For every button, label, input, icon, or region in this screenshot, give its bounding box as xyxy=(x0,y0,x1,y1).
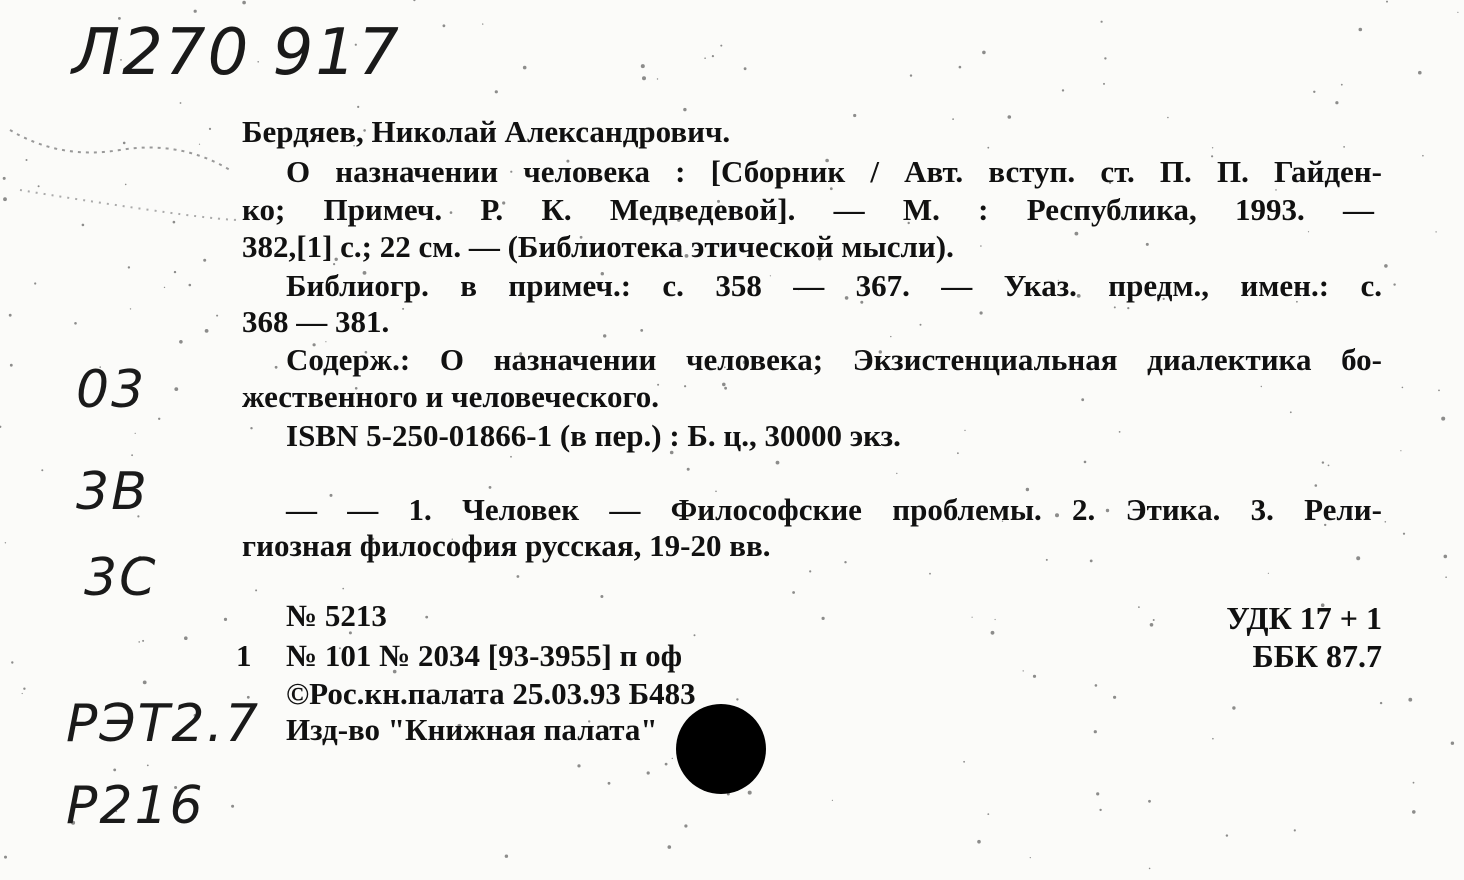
speckle-dot xyxy=(1096,792,1099,795)
speckle-dot xyxy=(82,224,85,227)
speckle-dot xyxy=(792,591,795,594)
speckle-dot xyxy=(26,159,28,161)
speckle-dot xyxy=(1103,83,1105,85)
speckle-dot xyxy=(964,430,965,431)
speckle-dot xyxy=(224,618,227,621)
speckle-dot xyxy=(1114,306,1116,308)
record-number: № 5213 xyxy=(286,598,387,633)
speckle-dot xyxy=(1418,71,1422,75)
speckle-dot xyxy=(1094,730,1097,733)
speckle-dot xyxy=(890,336,891,337)
speckle-dot xyxy=(704,57,706,59)
speckle-dot xyxy=(209,128,211,130)
udk-code: УДК 17 + 1 xyxy=(1226,600,1382,636)
speckle-dot xyxy=(952,118,954,120)
speckle-dot xyxy=(665,763,668,766)
speckle-dot xyxy=(991,631,995,635)
speckle-dot xyxy=(963,761,965,763)
speckle-dot xyxy=(1081,398,1084,401)
speckle-dot xyxy=(668,845,672,849)
speckle-dot xyxy=(1308,231,1309,232)
speckle-dot xyxy=(425,616,428,619)
handwritten-mark: Р216 xyxy=(66,776,205,836)
speckle-dot xyxy=(1445,576,1447,578)
speckle-dot xyxy=(657,78,658,79)
speckle-dot xyxy=(135,433,136,434)
speckle-dot xyxy=(1328,465,1330,467)
speckle-dot xyxy=(1359,28,1363,32)
handwritten-mark: 3С xyxy=(84,548,158,608)
record-number-prefix: 1 xyxy=(236,638,252,673)
speckle-dot xyxy=(250,427,252,429)
speckle-dot xyxy=(957,452,959,454)
speckle-dot xyxy=(180,102,182,104)
speckle-dot xyxy=(683,108,686,111)
speckle-dot xyxy=(694,634,696,636)
speckle-dot xyxy=(275,366,278,369)
description-line: О назначении человека : [Сборник / Авт. вступ. ст. П. П. Гайден- xyxy=(286,154,1382,189)
speckle-dot xyxy=(959,66,962,69)
speckle-dot xyxy=(1033,675,1036,678)
speckle-dot xyxy=(74,322,77,325)
speckle-dot xyxy=(174,271,176,273)
speckle-dot xyxy=(0,426,1,428)
speckle-dot xyxy=(174,387,178,391)
speckle-dot xyxy=(1315,484,1318,487)
speckle-dot xyxy=(1341,84,1343,86)
speckle-dot xyxy=(142,640,144,642)
speckle-dot xyxy=(724,387,727,390)
speckle-dot xyxy=(357,106,359,108)
speckle-dot xyxy=(995,619,996,620)
speckle-dot xyxy=(164,287,165,288)
speckle-dot xyxy=(22,693,23,694)
speckle-dot xyxy=(1095,684,1098,687)
speckle-dot xyxy=(1090,560,1093,563)
speckle-dot xyxy=(920,324,922,326)
speckle-dot xyxy=(1075,232,1079,236)
bbk-code: ББК 87.7 xyxy=(1252,638,1382,674)
speckle-dot xyxy=(4,856,7,859)
speckle-dot xyxy=(1104,57,1106,59)
speckle-dot xyxy=(603,334,606,337)
speckle-dot xyxy=(987,147,989,149)
speckle-dot xyxy=(505,855,508,858)
speckle-dot xyxy=(1384,264,1388,268)
speckle-dot xyxy=(744,67,747,70)
speckle-dot xyxy=(980,245,982,247)
speckle-dot xyxy=(608,782,611,785)
speckle-dot xyxy=(1335,101,1338,104)
speckle-dot xyxy=(11,661,13,663)
speckle-dot xyxy=(3,177,6,180)
speckle-dot xyxy=(128,266,130,268)
speckle-dot xyxy=(1451,742,1454,745)
speckle-dot xyxy=(600,595,603,598)
speckle-dot xyxy=(1127,307,1129,309)
speckle-dot xyxy=(131,454,133,456)
speckle-dot xyxy=(822,617,825,620)
speckle-dot xyxy=(123,142,126,145)
speckle-dot xyxy=(1422,155,1424,157)
speckle-dot xyxy=(982,51,986,55)
speckle-dot xyxy=(184,636,188,640)
speckle-dot xyxy=(972,617,973,618)
speckle-dot xyxy=(736,698,738,700)
speckle-dot xyxy=(712,55,714,57)
speckle-dot xyxy=(844,561,846,563)
speckle-dot xyxy=(1046,559,1048,561)
speckle-dot xyxy=(1212,147,1213,148)
publisher-line: Изд-во "Книжная палата" xyxy=(286,712,658,747)
speckle-dot xyxy=(1385,521,1387,523)
speckle-dot xyxy=(147,765,149,767)
speckle-dot xyxy=(1138,606,1140,608)
speckle-dot xyxy=(1408,698,1412,702)
speckle-dot xyxy=(1435,231,1436,232)
speckle-dot xyxy=(1441,417,1445,421)
speckle-dot xyxy=(41,469,43,471)
speckle-dot xyxy=(1148,800,1151,803)
speckle-dot xyxy=(255,589,257,591)
speckle-dot xyxy=(130,308,131,309)
speckle-dot xyxy=(684,385,686,387)
speckle-dot xyxy=(647,771,650,774)
speckle-dot xyxy=(1400,450,1401,451)
speckle-dot xyxy=(203,259,206,262)
speckle-dot xyxy=(672,758,673,759)
speckle-dot xyxy=(1412,810,1416,814)
speckle-dot xyxy=(1386,1,1388,3)
speckle-dot xyxy=(402,308,404,310)
speckle-dot xyxy=(722,383,726,387)
speckle-dot xyxy=(482,23,483,24)
speckle-dot xyxy=(443,24,446,27)
speckle-dot xyxy=(3,197,7,201)
speckle-dot xyxy=(1313,91,1315,93)
speckle-dot xyxy=(1268,573,1269,574)
speckle-dot xyxy=(910,74,912,76)
speckle-dot xyxy=(776,461,780,465)
speckle-dot xyxy=(1444,555,1448,559)
record-number: № 101 № 2034 [93-3955] п оф xyxy=(286,638,683,673)
speckle-dot xyxy=(1226,834,1228,836)
speckle-dot xyxy=(748,791,752,795)
speckle-dot xyxy=(523,66,527,70)
speckle-dot xyxy=(1322,461,1324,463)
speckle-dot xyxy=(189,284,192,287)
description-line: 382,[1] с.; 22 см. — (Библиотека этической мысли). xyxy=(242,229,954,264)
contents-line: Содерж.: О назначении человека; Экзистенциальная диалектика бо- xyxy=(286,342,1382,377)
isbn-line: ISBN 5-250-01866-1 (в пер.) : Б. ц., 30000 экз. xyxy=(286,418,901,453)
speckle-dot xyxy=(342,588,344,590)
speckle-dot xyxy=(495,90,498,93)
speckle-dot xyxy=(1232,706,1235,709)
speckle-dot xyxy=(1413,782,1415,784)
speckle-dot xyxy=(1026,488,1029,491)
speckle-dot xyxy=(510,456,512,458)
handwritten-mark: 3В xyxy=(76,462,149,522)
speckle-dot xyxy=(158,418,160,420)
speckle-dot xyxy=(577,764,580,767)
speckle-dot xyxy=(853,114,856,117)
speckle-dot xyxy=(896,473,897,474)
speckle-dot xyxy=(216,315,218,317)
speckle-dot xyxy=(517,575,520,578)
speckle-dot xyxy=(1393,283,1395,285)
speckle-dot xyxy=(5,542,6,543)
speckle-dot xyxy=(199,144,200,145)
speckle-dot xyxy=(1457,12,1458,13)
speckle-dot xyxy=(1356,556,1360,560)
speckle-dot xyxy=(1212,738,1214,740)
speckle-dot xyxy=(720,45,722,47)
contents-line: жественного и человеческого. xyxy=(242,379,660,414)
speckle-dot xyxy=(687,468,690,471)
speckle-dot xyxy=(1149,868,1151,870)
speckle-dot xyxy=(1343,146,1345,148)
speckle-dot xyxy=(1099,809,1101,811)
speckle-dot xyxy=(1403,533,1405,535)
speckle-dot xyxy=(143,681,147,685)
speckle-dot xyxy=(1380,702,1382,704)
speckle-dot xyxy=(1113,696,1116,699)
description-line: ко; Примеч. Р. К. Медведевой]. — М. : Республика, 1993. — xyxy=(242,192,1374,227)
speckle-dot xyxy=(1119,431,1121,433)
speckle-dot xyxy=(1008,115,1012,119)
smudge-mark xyxy=(20,190,240,220)
handwritten-mark: 03 xyxy=(76,360,147,420)
speckle-dot xyxy=(34,282,36,284)
speckle-dot xyxy=(205,329,209,333)
speckle-dot xyxy=(1030,857,1031,858)
speckle-dot xyxy=(642,76,646,80)
speckle-dot xyxy=(1294,829,1296,831)
speckle-dot xyxy=(832,800,833,801)
speckle-dot xyxy=(1167,117,1169,119)
speckle-dot xyxy=(38,185,40,187)
speckle-dot xyxy=(173,221,176,224)
speckle-dot xyxy=(1023,670,1024,671)
speckle-dot xyxy=(489,486,492,489)
speckle-dot xyxy=(1261,386,1262,387)
punch-hole xyxy=(676,704,766,794)
speckle-dot xyxy=(1153,619,1155,621)
speckle-dot xyxy=(1290,411,1292,413)
speckle-dot xyxy=(987,813,989,815)
bibliography-line: Библиогр. в примеч.: с. 358 — 367. — Указ. предм., имен.: с. xyxy=(286,268,1382,303)
speckle-dot xyxy=(9,314,12,317)
speckle-dot xyxy=(1402,387,1404,389)
speckle-dot xyxy=(194,10,197,13)
speckle-dot xyxy=(641,64,645,68)
speckle-dot xyxy=(231,805,234,808)
bibliography-line: 368 — 381. xyxy=(242,304,390,339)
speckle-dot xyxy=(413,0,415,1)
speckle-dot xyxy=(809,570,811,572)
speckle-dot xyxy=(1146,243,1149,246)
speckle-dot xyxy=(10,364,13,367)
speckle-dot xyxy=(1084,461,1087,464)
speckle-dot xyxy=(977,840,981,844)
speckle-dot xyxy=(113,769,116,772)
speckle-dot xyxy=(125,184,127,186)
speckle-dot xyxy=(980,311,983,314)
speckle-dot xyxy=(640,329,643,332)
subject-line: — — 1. Человек — Философские проблемы. 2. Этика. 3. Рели- xyxy=(286,492,1382,527)
publisher-line: ©Рос.кн.палата 25.03.93 Б483 xyxy=(286,676,696,711)
speckle-dot xyxy=(1062,89,1064,91)
speckle-dot xyxy=(1101,21,1103,23)
handwritten-mark: РЭТ2.7 xyxy=(66,694,261,754)
speckle-dot xyxy=(242,1,246,5)
speckle-dot xyxy=(179,340,183,344)
speckle-dot xyxy=(138,641,140,643)
smudge-mark xyxy=(10,130,230,170)
handwritten-call-number: Л270 917 xyxy=(72,16,401,90)
subject-line: гиозная философия русская, 19-20 вв. xyxy=(242,528,771,563)
speckle-dot xyxy=(684,824,687,827)
speckle-dot xyxy=(23,688,25,690)
speckle-dot xyxy=(1438,390,1440,392)
speckle-dot xyxy=(1150,623,1154,627)
speckle-dot xyxy=(929,573,931,575)
author-heading: Бердяев, Николай Александрович. xyxy=(242,114,731,149)
